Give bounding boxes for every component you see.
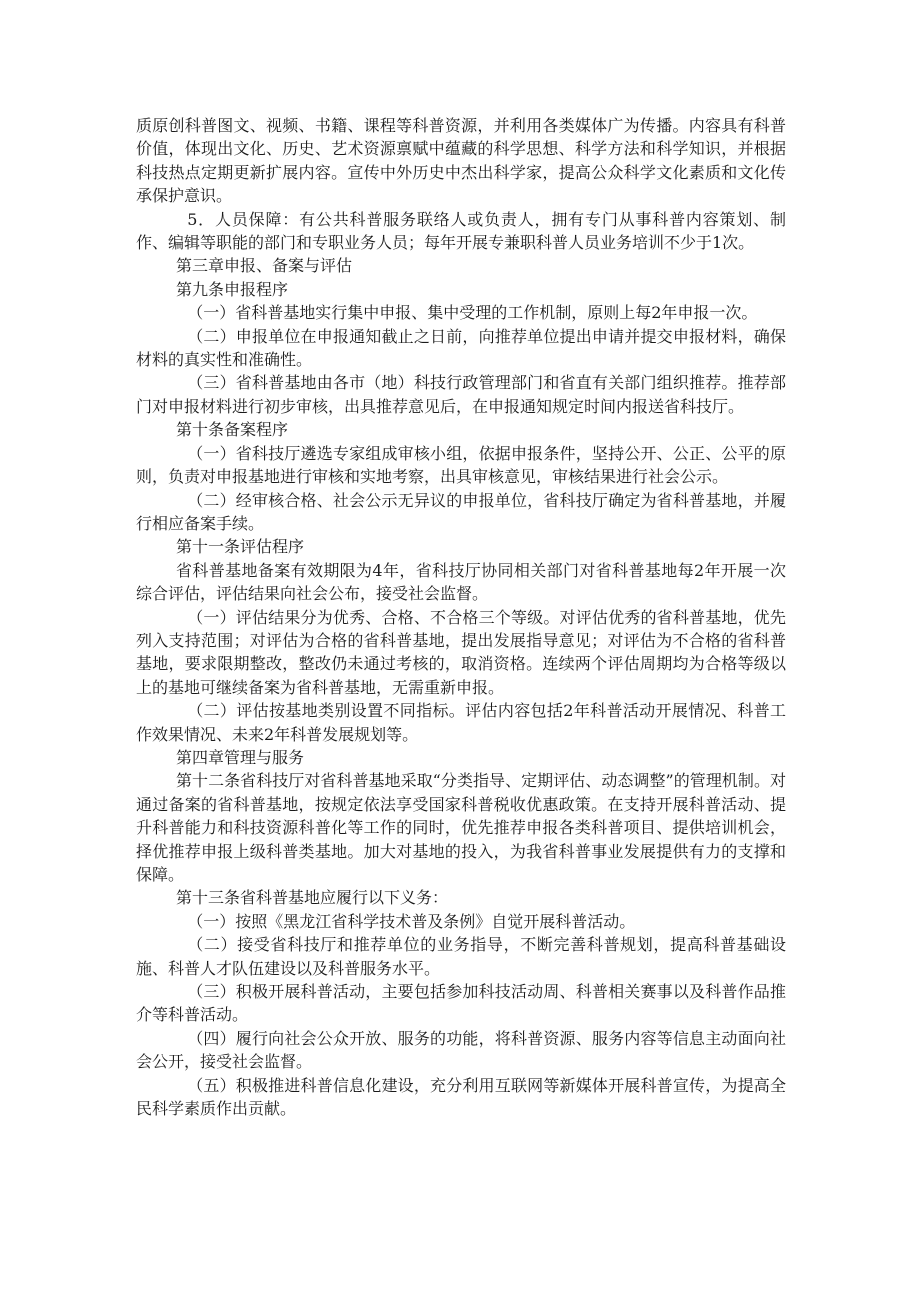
- paragraph: 第十二条省科技厅对省科普基地采取“分类指导、定期评估、动态调整”的管理机制。对通过备案的省科普基地，按规定依法享受国家科普税收优惠政策。在支持开展科普活动、提升科普能力和科技资源科普化等工作的同时，优先推荐申报各类科普项目、提供培训机会，择优推荐申报上级科普类基地。加大对基地的投入，为我省科普事业发展提供有力的支撑和保障。: [136, 771, 786, 884]
- paragraph: 5．人员保障：有公共科普服务联络人或负责人，拥有专门从事科普内容策划、制作、编辑等职能的部门和专职业务人员；每年开展专兼职科普人员业务培训不少于1次。: [136, 209, 786, 253]
- paragraph: （三）省科普基地由各市（地）科技行政管理部门和省直有关部门组织推荐。推荐部门对申报材料进行初步审核，出具推荐意见后，在申报通知规定时间内报送省科技厅。: [136, 373, 786, 416]
- paragraph: （五）积极推进科普信息化建设，充分利用互联网等新媒体开展科普宣传，为提高全民科学素质作出贡献。: [136, 1075, 786, 1119]
- paragraph: （二）经审核合格、社会公示无异议的申报单位，省科技厅确定为省科普基地，并履行相应备案手续。: [136, 490, 786, 533]
- paragraph: （一）省科技厅遴选专家组成审核小组，依据申报条件，坚持公开、公正、公平的原则，负责对申报基地进行审核和实地考察，出具审核意见，审核结果进行社会公示。: [136, 443, 786, 487]
- paragraph: （三）积极开展科普活动，主要包括参加科技活动周、科普相关赛事以及科普作品推介等科普活动。: [136, 982, 786, 1025]
- chapter-heading: 第四章管理与服务: [176, 747, 305, 767]
- article-heading: 第十三条省科普基地应履行以下义务：: [176, 888, 449, 908]
- paragraph: （一）省科普基地实行集中申报、集中受理的工作机制，原则上每2年申报一次。: [187, 303, 758, 323]
- article-heading: 第十条备案程序: [176, 420, 289, 440]
- paragraph: （一）评估结果分为优秀、合格、不合格三个等级。对评估优秀的省科普基地，优先列入支持范围；对评估为合格的省科普基地，提出发展指导意见；对评估为不合格的省科普基地，要求限期整改，整改仍未通过考核的，取消资格。连续两个评估周期均为合格等级以上的基地可继续备案为省科普基地，无需重新申报。: [136, 607, 786, 697]
- paragraph: （一）按照《黑龙江省科学技术普及条例》自觉开展科普活动。: [187, 911, 636, 931]
- article-heading: 第十一条评估程序: [176, 537, 305, 557]
- article-heading: 第九条申报程序: [176, 279, 289, 299]
- paragraph: 质原创科普图文、视频、书籍、课程等科普资源，并利用各类媒体广为传播。内容具有科普价值，体现出文化、历史、艺术资源禀赋中蕴藏的科学思想、科学方法和科学知识，并根据科技热点定期更新扩展内容。宣传中外历史中杰出科学家，提高公众科学文化素质和文化传承保护意识。: [136, 116, 786, 206]
- paragraph: （二）接受省科技厅和推荐单位的业务指导，不断完善科普规划，提高科普基础设施、科普人才队伍建设以及科普服务水平。: [136, 935, 786, 978]
- paragraph: （四）履行向社会公众开放、服务的功能，将科普资源、服务内容等信息主动面向社会公开，接受社会监督。: [136, 1028, 786, 1072]
- paragraph: （二）评估按基地类别设置不同指标。评估内容包括2年科普活动开展情况、科普工作效果情况、未来2年科普发展规划等。: [136, 701, 786, 744]
- document-body: [136, 114, 786, 1120]
- chapter-heading: 第三章申报、备案与评估: [176, 256, 353, 276]
- paragraph: 省科普基地备案有效期限为4年，省科技厅协同相关部门对省科普基地每2年开展一次综合评估，评估结果向社会公布，接受社会监督。: [136, 560, 786, 604]
- paragraph: （二）申报单位在申报通知截止之日前，向推荐单位提出申请并提交申报材料，确保材料的真实性和准确性。: [136, 326, 786, 370]
